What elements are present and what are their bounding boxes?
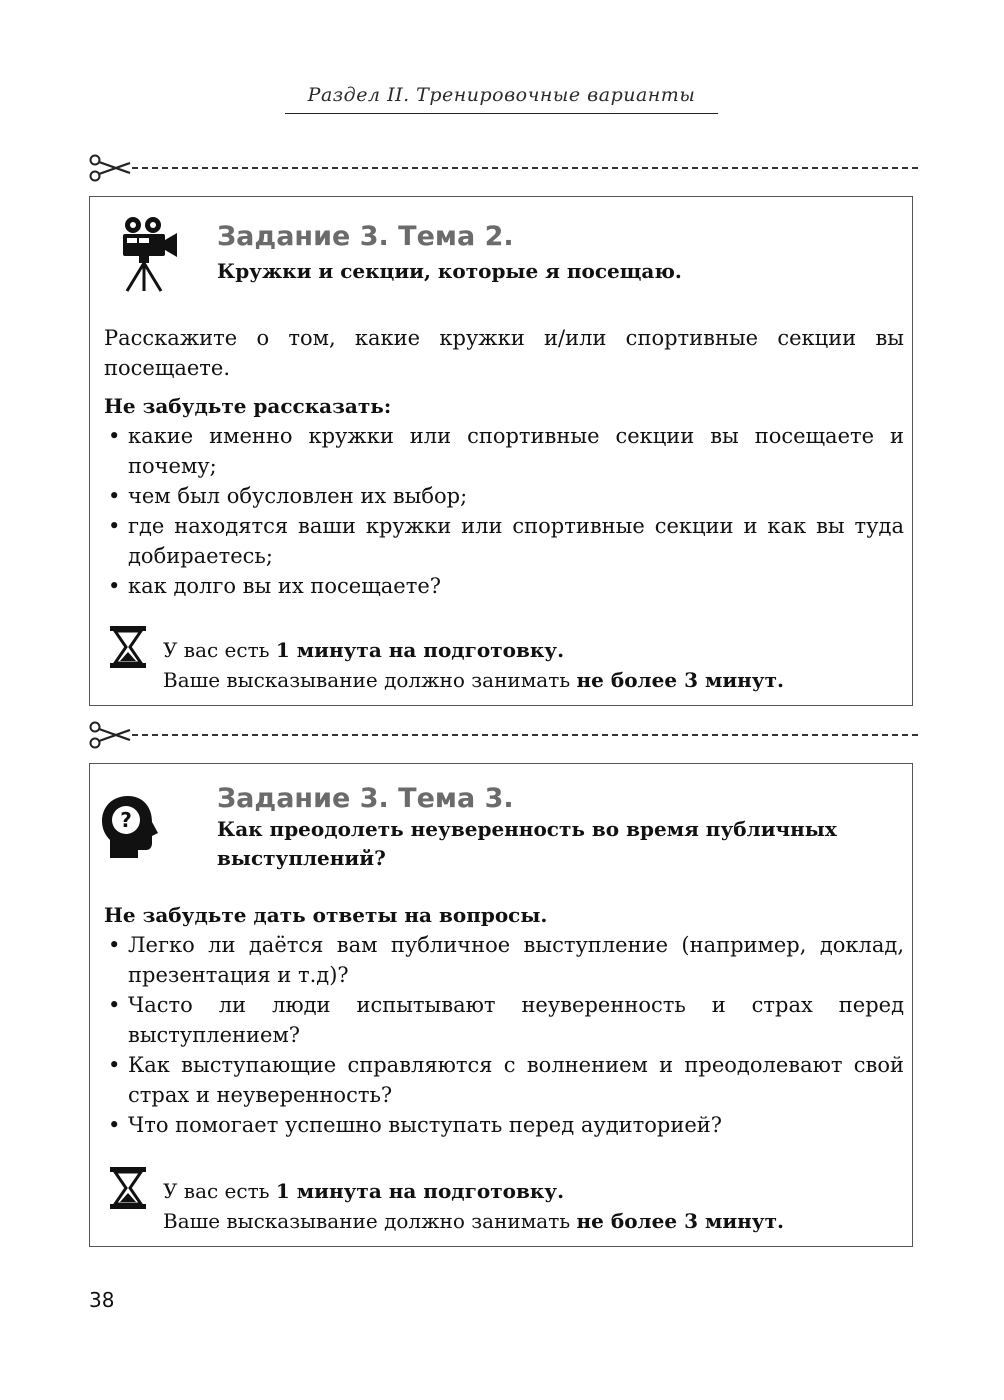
task-topic: Кружки и секции, которые я посещаю. — [217, 259, 682, 283]
bullet-item: • Как выступающие справляются с волнением и преодолевают свой страх и неуверенность? — [104, 1050, 904, 1110]
hourglass-icon — [108, 1166, 148, 1210]
bullet-item: • где находятся ваши кружки или спортивные секции и как вы туда добираетесь; — [104, 511, 904, 571]
scissors-icon — [88, 720, 132, 750]
hourglass-icon — [108, 625, 148, 669]
task-intro: Расскажите о том, какие кружки и/или спортивные секции вы посещаете. — [104, 326, 904, 380]
task-title: Задание 3. Тема 3. — [217, 783, 514, 814]
bullet-item: • Что помогает успешно выступать перед аудиторией? — [104, 1110, 904, 1140]
bullet-item: • какие именно кружки или спортивные секции вы посещаете и почему; — [104, 421, 904, 481]
task-card — [89, 196, 913, 706]
task-card — [89, 763, 913, 1247]
bullet-item: • Легко ли даётся вам публичное выступление (например, доклад, презентация и т.д)? — [104, 930, 904, 990]
prep-note: У вас есть 1 минута на подготовку. Ваше высказывание должно занимать не более 3 минут. — [163, 638, 784, 692]
movie-camera-icon — [117, 213, 181, 293]
cut-line — [88, 153, 918, 183]
bullet-item: • Часто ли люди испытывают неуверенность и страх перед выступлением? — [104, 990, 904, 1050]
task-body — [104, 323, 904, 601]
bullet-list — [104, 930, 904, 1140]
head-question-icon — [98, 794, 160, 860]
bullet-item: • чем был обусловлен их выбор; — [104, 481, 904, 511]
running-title: Раздел II. Тренировочные варианты — [285, 84, 718, 114]
page-number: 38 — [89, 1288, 115, 1312]
task-lead: Не забудьте дать ответы на вопросы. — [104, 903, 548, 927]
task-body — [104, 900, 904, 1140]
cut-line — [88, 720, 918, 750]
task-title: Задание 3. Тема 2. — [217, 221, 514, 252]
bullet-item: • как долго вы их посещаете? — [104, 571, 904, 601]
prep-note: У вас есть 1 минута на подготовку. Ваше высказывание должно занимать не более 3 минут. — [163, 1179, 784, 1233]
scissors-icon — [88, 153, 132, 183]
bullet-list — [104, 421, 904, 601]
svg-text:?: ? — [120, 808, 132, 832]
task-lead: Не забудьте рассказать: — [104, 394, 392, 418]
task-topic: Как преодолеть неуверенность во время публичных выступлений? — [217, 817, 837, 870]
